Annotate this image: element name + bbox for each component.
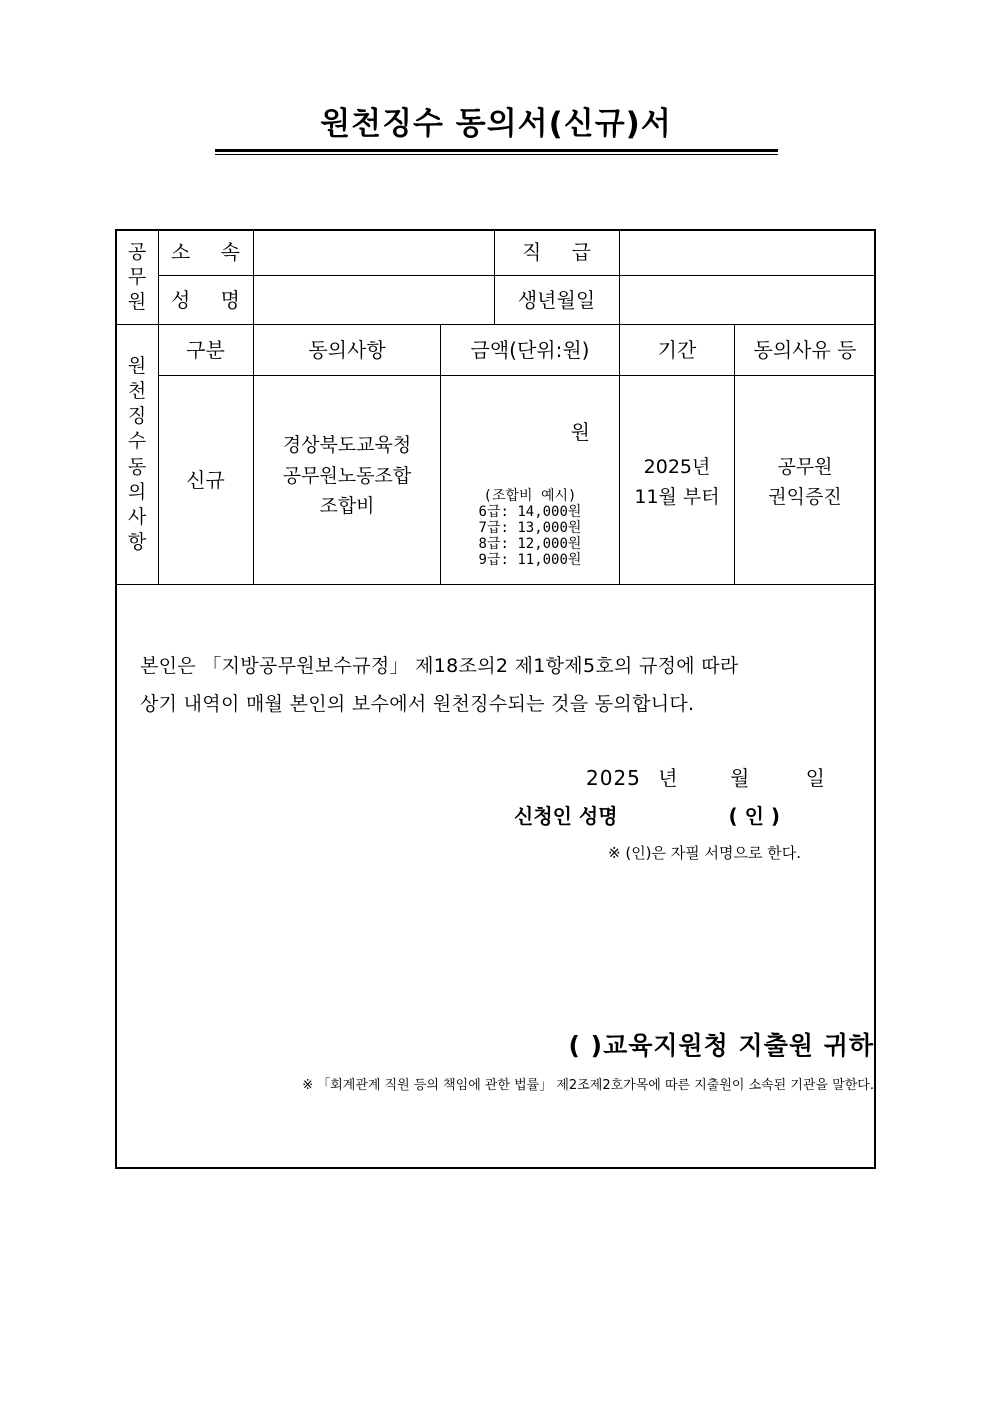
recipient-line: ( )교육지원청 지출원 귀하 xyxy=(568,1031,874,1060)
section-label-withholding xyxy=(116,325,158,584)
row-reason-line: 공무원 xyxy=(777,455,833,478)
date-day-unit: 일 xyxy=(805,766,826,790)
row-item-line: 경상북도교육청 xyxy=(282,434,412,457)
birthdate-field[interactable] xyxy=(620,276,875,324)
section-label-char: 수 xyxy=(127,430,147,453)
applicant-seal: ( 인 ) xyxy=(728,804,781,828)
section-label-official xyxy=(116,231,158,324)
amount-example: 8급: 12,000원 xyxy=(478,536,582,552)
row-period-line: 11월 부터 xyxy=(634,486,720,508)
consent-line: 상기 내역이 매월 본인의 보수에서 원천징수되는 것을 동의합니다. xyxy=(140,693,695,715)
row-reason-line: 권익증진 xyxy=(768,486,842,508)
row-period xyxy=(620,376,734,584)
consent-statement xyxy=(140,647,860,723)
header-amount: 금액(단위:원) xyxy=(470,337,590,362)
section-label-char: 무 xyxy=(127,265,147,288)
date-month-unit: 월 xyxy=(729,766,751,790)
amount-examples xyxy=(440,488,620,568)
amount-unit: 원 xyxy=(570,420,590,444)
birthdate-label: 생년월일 xyxy=(517,287,596,312)
applicant-signature xyxy=(514,800,780,829)
page-title: 원천징수 동의서(신규)서 xyxy=(320,106,672,142)
name-field[interactable] xyxy=(254,276,494,324)
title-underline-thin xyxy=(215,154,778,155)
grid-line xyxy=(116,584,875,585)
section-label-char: 징 xyxy=(127,405,147,428)
seal-note: ※ (인)은 자필 서명으로 한다. xyxy=(608,844,802,862)
header-type: 구분 xyxy=(186,337,225,362)
section-label-char: 항 xyxy=(127,530,147,553)
section-label-char: 원 xyxy=(127,291,147,314)
amount-example: 6급: 14,000원 xyxy=(478,504,582,520)
date-year: 2025 xyxy=(586,766,641,790)
date-year-unit: 년 xyxy=(658,766,679,790)
row-item-line: 조합비 xyxy=(319,495,375,518)
section-label-char: 의 xyxy=(127,480,147,503)
consent-line: 본인은 「지방공무원보수규정」 제18조의2 제1항제5호의 규정에 따라 xyxy=(140,655,739,677)
header-item: 동의사항 xyxy=(308,337,386,362)
rank-label: 직 급 xyxy=(522,240,603,264)
section-label-char: 동 xyxy=(127,455,147,478)
title-underline-thick xyxy=(215,149,778,152)
footnote: ※ 「회계관계 직원 등의 책임에 관한 법률」 제2조제2호가목에 따른 지출원이 소속된 기관을 말한다. xyxy=(302,1078,874,1093)
section-label-char: 원 xyxy=(127,355,147,378)
row-type: 신규 xyxy=(186,467,225,492)
amount-example: 7급: 13,000원 xyxy=(478,520,582,536)
affiliation-label: 소 속 xyxy=(171,240,252,264)
section-label-char: 공 xyxy=(127,240,147,263)
rank-field[interactable] xyxy=(620,230,875,275)
section-label-char: 사 xyxy=(127,505,147,528)
header-period: 기간 xyxy=(657,337,697,362)
amount-example-title: (조합비 예시) xyxy=(483,488,577,504)
applicant-label: 신청인 성명 xyxy=(514,804,618,828)
header-reason: 동의사유 등 xyxy=(753,337,857,362)
section-label-char: 천 xyxy=(127,380,147,403)
row-period-line: 2025년 xyxy=(643,455,711,478)
signature-date xyxy=(586,762,826,791)
name-label: 성 명 xyxy=(171,287,252,312)
row-reason xyxy=(735,376,875,584)
amount-example: 9급: 11,000원 xyxy=(478,552,582,568)
row-item xyxy=(254,376,440,584)
row-item-line: 공무원노동조합 xyxy=(282,464,412,487)
affiliation-field[interactable] xyxy=(254,230,494,275)
